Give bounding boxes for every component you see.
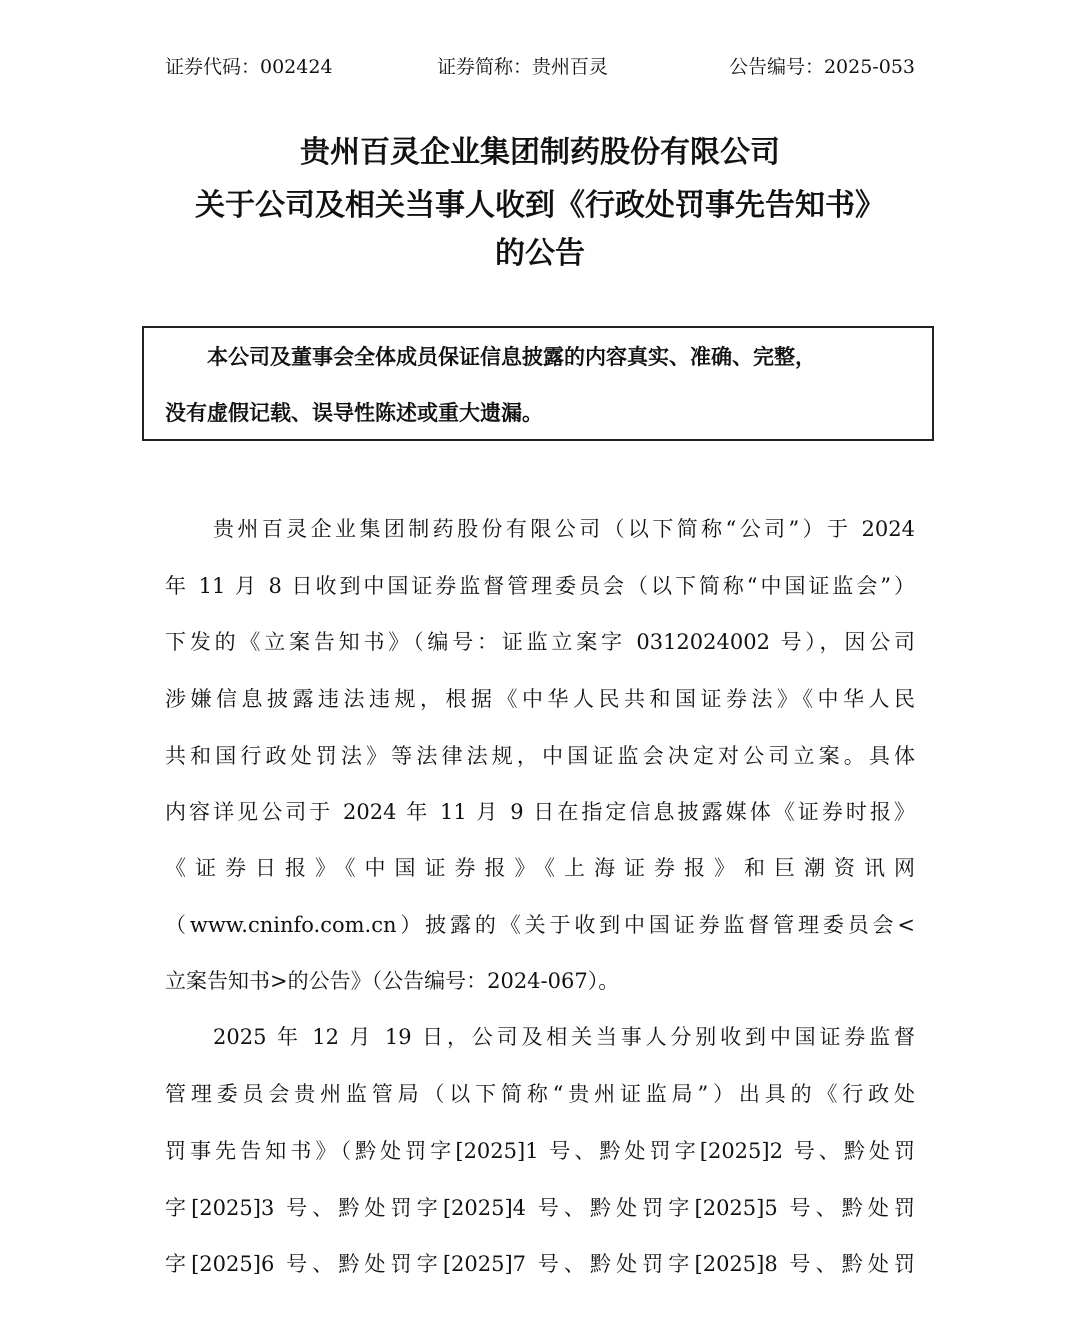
paragraph-1-line: 贵州百灵企业集团制药股份有限公司（以下简称“公司”）于 2024: [213, 517, 915, 541]
stock-code: 证券代码：002424: [165, 56, 333, 78]
paragraph-1-line: 立案告知书>的公告》（公告编号：2024-067）。: [165, 969, 620, 993]
paragraph-2-line: 2025 年 12 月 19 日，公司及相关当事人分别收到中国证券监督: [213, 1025, 915, 1049]
paragraph-1-line: 《证券日报》《中国证券报》《上海证券报》和巨潮资讯网: [165, 856, 915, 880]
document-header: [165, 52, 915, 82]
disclosure-statement-box: [142, 326, 934, 441]
title-line-2: 关于公司及相关当事人收到《行政处罚事先告知书》: [195, 188, 885, 223]
paragraph-1-line: 年 11 月 8 日收到中国证券监督管理委员会（以下简称“中国证监会”）: [165, 574, 915, 598]
paragraph-1-line: 内容详见公司于 2024 年 11 月 9 日在指定信息披露媒体《证券时报》: [165, 800, 915, 824]
paragraph-1-line: （www.cninfo.com.cn）披露的《关于收到中国证券监督管理委员会<: [165, 913, 915, 937]
announcement-number: 公告编号：2025-053: [728, 56, 915, 78]
stock-short-name: 证券简称：贵州百灵: [437, 56, 609, 78]
paragraph-1-line: 共和国行政处罚法》等法律法规，中国证监会决定对公司立案。具体: [165, 744, 915, 768]
paragraph-1-line: 涉嫌信息披露违法违规，根据《中华人民共和国证券法》《中华人民: [165, 687, 915, 711]
paragraph-2-line: 字[2025]6 号、黔处罚字[2025]7 号、黔处罚字[2025]8 号、黔处罚: [165, 1252, 915, 1276]
paragraph-2-line: 罚事先告知书》（黔处罚字[2025]1 号、黔处罚字[2025]2 号、黔处罚: [165, 1139, 915, 1163]
disclosure-statement-line: 本公司及董事会全体成员保证信息披露的内容真实、准确、完整，: [207, 345, 816, 369]
paragraph-1-line: 下发的《立案告知书》（编号：证监立案字 0312024002 号），因公司: [165, 630, 915, 654]
paragraph-2-line: 管理委员会贵州监管局（以下简称“贵州证监局”）出具的《行政处: [165, 1082, 915, 1106]
disclosure-statement-line: 没有虚假记载、误导性陈述或重大遗漏。: [165, 401, 543, 425]
paragraph-2-line: 字[2025]3 号、黔处罚字[2025]4 号、黔处罚字[2025]5 号、黔处罚: [165, 1196, 915, 1220]
title-line-1: 贵州百灵企业集团制药股份有限公司: [300, 135, 780, 170]
title-line-3: 的公告: [495, 236, 585, 271]
